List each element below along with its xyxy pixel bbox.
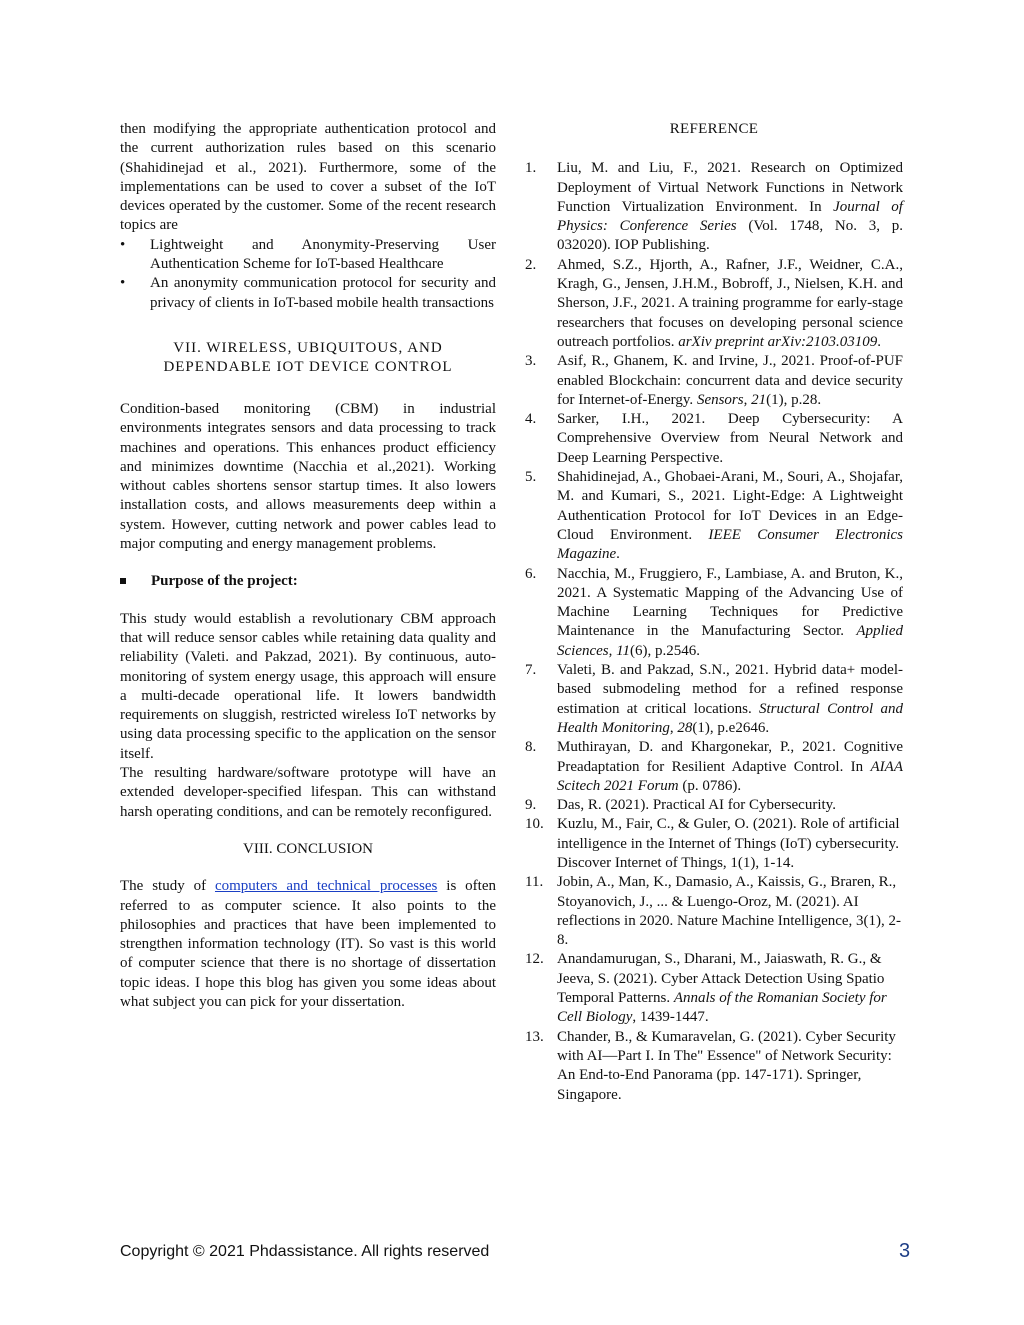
conclusion-paragraph: The study of computers and technical processes is often referred to as computer science. It also points to the philosophies and practices that have been implemented to strengthen information technology (IT). So vast is this world of computer science that there is no shortage of dissertation topic ideas. I hope this blog has given you some ideas about what subject you can pick for your dissertation.: [120, 878, 497, 1010]
section-7-paragraph: Condition-based monitoring (CBM) in industrial environments integrates sensors and data processing to track machines and operations. This enhances product efficiency and minimizes downtime (Nacchia et al.,2021). Working without cables shortens sensor startup times. It also lowers installation costs, and allows measurements deep within a system. However, cutting network and power cables lead to major computing and energy management problems.: [120, 400, 496, 553]
reference-title: REFERENCE: [669, 121, 759, 137]
reference-item: 7. Valeti, B. and Pakzad, S.N., 2021. Hybrid data+ model-based submodeling method for a refined response estimation at critical locations. Structural Control and Health Monitoring, 28(1), p.e2646.: [525, 662, 903, 736]
purpose-paragraph-2: The resulting hardware/software prototype will have an extended developer-specified lifespan. This can withstand harsh operating conditions, and can be remotely reconfigured.: [120, 765, 496, 820]
reference-item: 12. Anandamurugan, S., Dharani, M., Jaiaswath, R. G., & Jeeva, S. (2021). Cyber Attack Detection Using Spatio Temporal Patterns. Annals of the Romanian Society for Cell Biology, 1439-1447.: [525, 951, 887, 1026]
section-7-heading: VII. WIRELESS, UBIQUITOUS, AND DEPENDABLE IOT DEVICE CONTROL: [163, 339, 453, 376]
list-item: • An anonymity communication protocol for security and privacy of clients in IoT-based mobile health transactions: [120, 274, 496, 313]
list-item: • Lightweight and Anonymity-Preserving User Authentication Scheme for IoT-based Healthcare: [120, 236, 496, 275]
computers-processes-link[interactable]: computers and technical processes: [214, 878, 438, 895]
reference-item: 11. Jobin, A., Man, K., Damasio, A., Kaissis, G., Braren, R., Stoyanovich, J., ... & Luengo-Oroz, M. (2021). AI reflections in 2020. Nature Machine Intelligence, 3(1), 2-8.: [525, 874, 902, 949]
purpose-heading: Purpose of the project:: [120, 572, 496, 591]
page-number: 3: [899, 1240, 911, 1262]
research-topics-list: [120, 236, 496, 313]
copyright-footer: Copyright © 2021 Phdassistance. All rights reserved: [120, 1243, 490, 1260]
square-bullet-icon: [120, 578, 126, 584]
reference-item: 4. Sarker, I.H., 2021. Deep Cybersecurity: A Comprehensive Overview from Neural Network and Deep Learning Perspective.: [525, 411, 903, 466]
reference-item: 6. Nacchia, M., Fruggiero, F., Lambiase, A. and Bruton, K., 2021. A Systematic Mapping of the Advancing Use of Machine Learning Techniques for Predictive Maintenance in the Manufacturing Sector. Applied Sciences, 11(6), p.2546.: [525, 565, 903, 659]
purpose-paragraph-1: This study would establish a revolutionary CBM approach that will reduce sensor cables while retaining data quality and reliability (Valeti. and Pakzad, 2021). By continuous, auto-monitoring of system energy usage, this approach will ensure a multi-decade operational life. It lowers bandwidth requirements on sluggish, restricted wireless IoT networks by using data processing specific to the application on the sensor itself.: [120, 610, 496, 762]
reference-item: 13. Chander, B., & Kumaravelan, G. (2021). Cyber Security with AI—Part I. In The" Essence" of Network Security: An End-to-End Panorama (pp. 147-171). Springer, Singapore.: [525, 1028, 896, 1103]
reference-item: 8. Muthirayan, D. and Khargonekar, P., 2021. Cognitive Preadaptation for Resilient Adaptive Control. In AIAA Scitech 2021 Forum (p. 0786).: [525, 739, 903, 794]
reference-item: 9. Das, R. (2021). Practical AI for Cybersecurity.: [525, 797, 836, 814]
conclusion-heading: VIII. CONCLUSION: [243, 840, 373, 857]
reference-item: 2. Ahmed, S.Z., Hjorth, A., Rafner, J.F., Weidner, C.A., Kragh, G., Jensen, J.H.M., Bobroff, J., Nielsen, K.H. and Sherson, J.F., 2021. A training programme for early-stage researchers that focuses on developing personal science outreach portfolios. arXiv preprint arXiv:2103.03109.: [525, 256, 903, 350]
left-column: [120, 120, 496, 1012]
right-column: [525, 120, 903, 1105]
reference-item: 1. Liu, M. and Liu, F., 2021. Research on Optimized Deployment of Virtual Network Functions in Network Function Virtualization Environment. In Journal of Physics: Conference Series (Vol. 1748, No. 3, p. 032020). IOP Publishing.: [525, 160, 903, 254]
reference-item: 5. Shahidinejad, A., Ghobaei-Arani, M., Souri, A., Shojafar, M. and Kumari, S., 2021. Light-Edge: A Lightweight Authentication Protocol for IoT Devices in an Edge-Cloud Environment. IEEE Consumer Electronics Magazine.: [525, 469, 903, 563]
reference-item: 10. Kuzlu, M., Fair, C., & Guler, O. (2021). Role of artificial intelligence in the Internet of Things (IoT) cybersecurity. Discover Internet of Things, 1(1), 1-14.: [525, 816, 900, 871]
reference-item: 3. Asif, R., Ghanem, K. and Irvine, J., 2021. Proof-of-PUF enabled Blockchain: concurrent data and device security for Internet-of-Energy. Sensors, 21(1), p.28.: [525, 353, 903, 408]
intro-paragraph: then modifying the appropriate authentication protocol and the current authorization rules based on this scenario (Shahidinejad et al., 2021). Furthermore, some of the implementations can be used to cover a subset of the IoT devices operated by the customer. Some of the recent research topics are: [120, 121, 496, 234]
reference-list: [525, 159, 903, 1105]
